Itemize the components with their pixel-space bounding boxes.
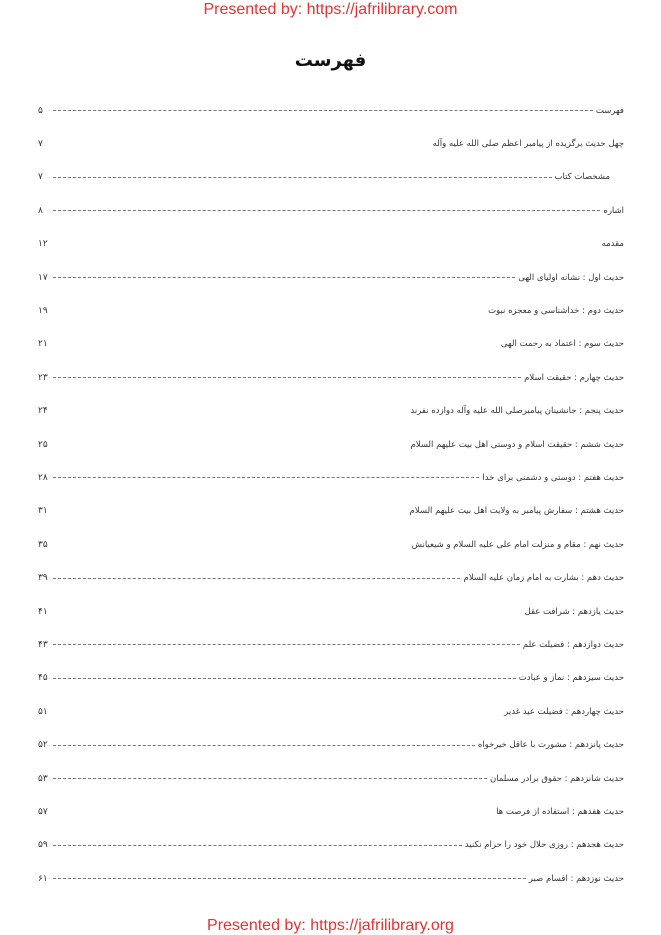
toc-entry-label: حدیث سیزدهم : نماز و عبادت [518,673,624,684]
toc-entry[interactable] [38,762,624,795]
toc-page-number: ۳۹ [38,573,48,584]
toc-entry[interactable] [38,261,624,294]
toc-entry-label: حدیث دهم : بشارت به امام زمان علیه السلام [463,573,624,584]
toc-dot-leader [53,110,593,111]
toc-page-number: ۶۱ [38,873,48,884]
toc-entry[interactable] [38,395,624,428]
toc-entry[interactable] [38,94,624,127]
toc-entry[interactable] [38,294,624,327]
toc-entry-label: حدیث ششم : حقیقت اسلام و دوستی اهل بیت علیهم السلام [410,439,624,450]
toc-entry[interactable] [38,194,624,227]
toc-entry-label: اشاره [603,205,624,216]
toc-page-number: ۲۸ [38,472,48,483]
toc-entry[interactable] [38,228,624,261]
toc-entry-label: حدیث نوزدهم : اقسام صبر [528,873,624,884]
toc-entry[interactable] [38,595,624,628]
toc-page-number: ۲۱ [38,339,48,350]
toc-page-number: ۱۲ [38,239,48,250]
toc-page-number: ۱۷ [38,272,48,283]
toc-entry-label: حدیث سوم : اعتماد به رحمت الهی [500,339,624,350]
toc-entry-label: مقدمه [601,239,624,250]
toc-entry[interactable] [38,695,624,728]
toc-page-number: ۴۳ [38,639,48,650]
watermark-top: Presented by: https://jafrilibrary.com [203,1,458,18]
toc-entry-label: حدیث پانزدهم : مشورت با عاقل خیرخواه [477,740,624,751]
toc-dot-leader [53,745,475,746]
toc-page-number: ۷ [38,172,43,183]
toc-dot-leader [53,845,462,846]
table-of-contents [38,94,624,895]
toc-page-number: ۴۱ [38,606,48,617]
toc-page-number: ۵۷ [38,806,48,817]
toc-entry[interactable] [38,662,624,695]
toc-dot-leader [53,377,521,378]
toc-dot-leader [53,210,600,211]
toc-entry[interactable] [38,561,624,594]
toc-page-number: ۵۱ [38,706,48,717]
toc-page-number: ۲۵ [38,439,48,450]
toc-page-number: ۱۹ [38,306,48,317]
toc-dot-leader [53,878,526,879]
toc-entry[interactable] [38,361,624,394]
toc-dot-leader [53,578,460,579]
toc-entry[interactable] [38,161,624,194]
toc-entry[interactable] [38,628,624,661]
page-title: فهرست [294,50,367,71]
toc-entry[interactable] [38,428,624,461]
watermark-bottom: Presented by: https://jafrilibrary.org [207,917,454,934]
toc-entry-label: حدیث چهارم : حقیقت اسلام [524,372,624,383]
toc-page-number: ۳۵ [38,539,48,550]
toc-page-number: ۵ [38,105,43,116]
toc-page-number: ۳۱ [38,506,48,517]
toc-entry-label: مشخصات کتاب [554,172,610,183]
toc-page-number: ۴۵ [38,673,48,684]
toc-entry-label: حدیث هشتم : سفارش پیامبر به ولایت اهل بیت علیهم السلام [409,506,624,517]
toc-entry[interactable] [38,328,624,361]
toc-page-number: ۸ [38,205,43,216]
toc-entry[interactable] [38,127,624,160]
toc-entry[interactable] [38,528,624,561]
toc-entry-label: حدیث دوم : خداشناسی و معجزه نبوت [488,306,624,317]
toc-entry-label: حدیث هفتم : دوستی و دشمنی برای خدا [482,472,624,483]
toc-dot-leader [53,477,479,478]
toc-entry-label: چهل حدیث برگزیده از پیامبر اعظم صلی الله علیه وآله [432,139,624,150]
toc-entry-label: حدیث نهم : مقام و منزلت امام علی علیه السلام و شیعیانش [411,539,624,550]
toc-entry-label: فهرست [595,105,624,116]
toc-entry-label: حدیث هجدهم : روزی حلال خود را حرام نکنید [464,840,624,851]
toc-entry[interactable] [38,829,624,862]
toc-entry[interactable] [38,728,624,761]
toc-entry-label: حدیث دوازدهم : فضیلت علم [522,639,624,650]
toc-dot-leader [53,644,520,645]
toc-entry-label: حدیث یازدهم : شرافت عقل [524,606,624,617]
toc-entry-label: حدیث اول : نشانه اولیای الهی [518,272,624,283]
toc-dot-leader [53,277,515,278]
toc-entry[interactable] [38,495,624,528]
toc-dot-leader [53,177,552,178]
toc-entry[interactable] [38,862,624,895]
toc-dot-leader [53,778,487,779]
toc-entry[interactable] [38,461,624,494]
toc-entry[interactable] [38,795,624,828]
toc-page-number: ۲۳ [38,372,48,383]
toc-page-number: ۵۹ [38,840,48,851]
toc-entry-label: حدیث پنجم : جانشینان پیامبرصلی الله علیه وآله دوازده نفرند [410,406,624,417]
toc-page-number: ۷ [38,139,43,150]
toc-dot-leader [53,678,516,679]
toc-entry-label: حدیث شانزدهم : حقوق برادر مسلمان [489,773,624,784]
toc-page-number: ۲۴ [38,406,48,417]
toc-entry-label: حدیث هفدهم : استفاده از فرصت ها [496,806,624,817]
toc-page-number: ۵۲ [38,740,48,751]
toc-entry-label: حدیث چهاردهم : فضیلت عید غدیر [504,706,624,717]
toc-page-number: ۵۳ [38,773,48,784]
